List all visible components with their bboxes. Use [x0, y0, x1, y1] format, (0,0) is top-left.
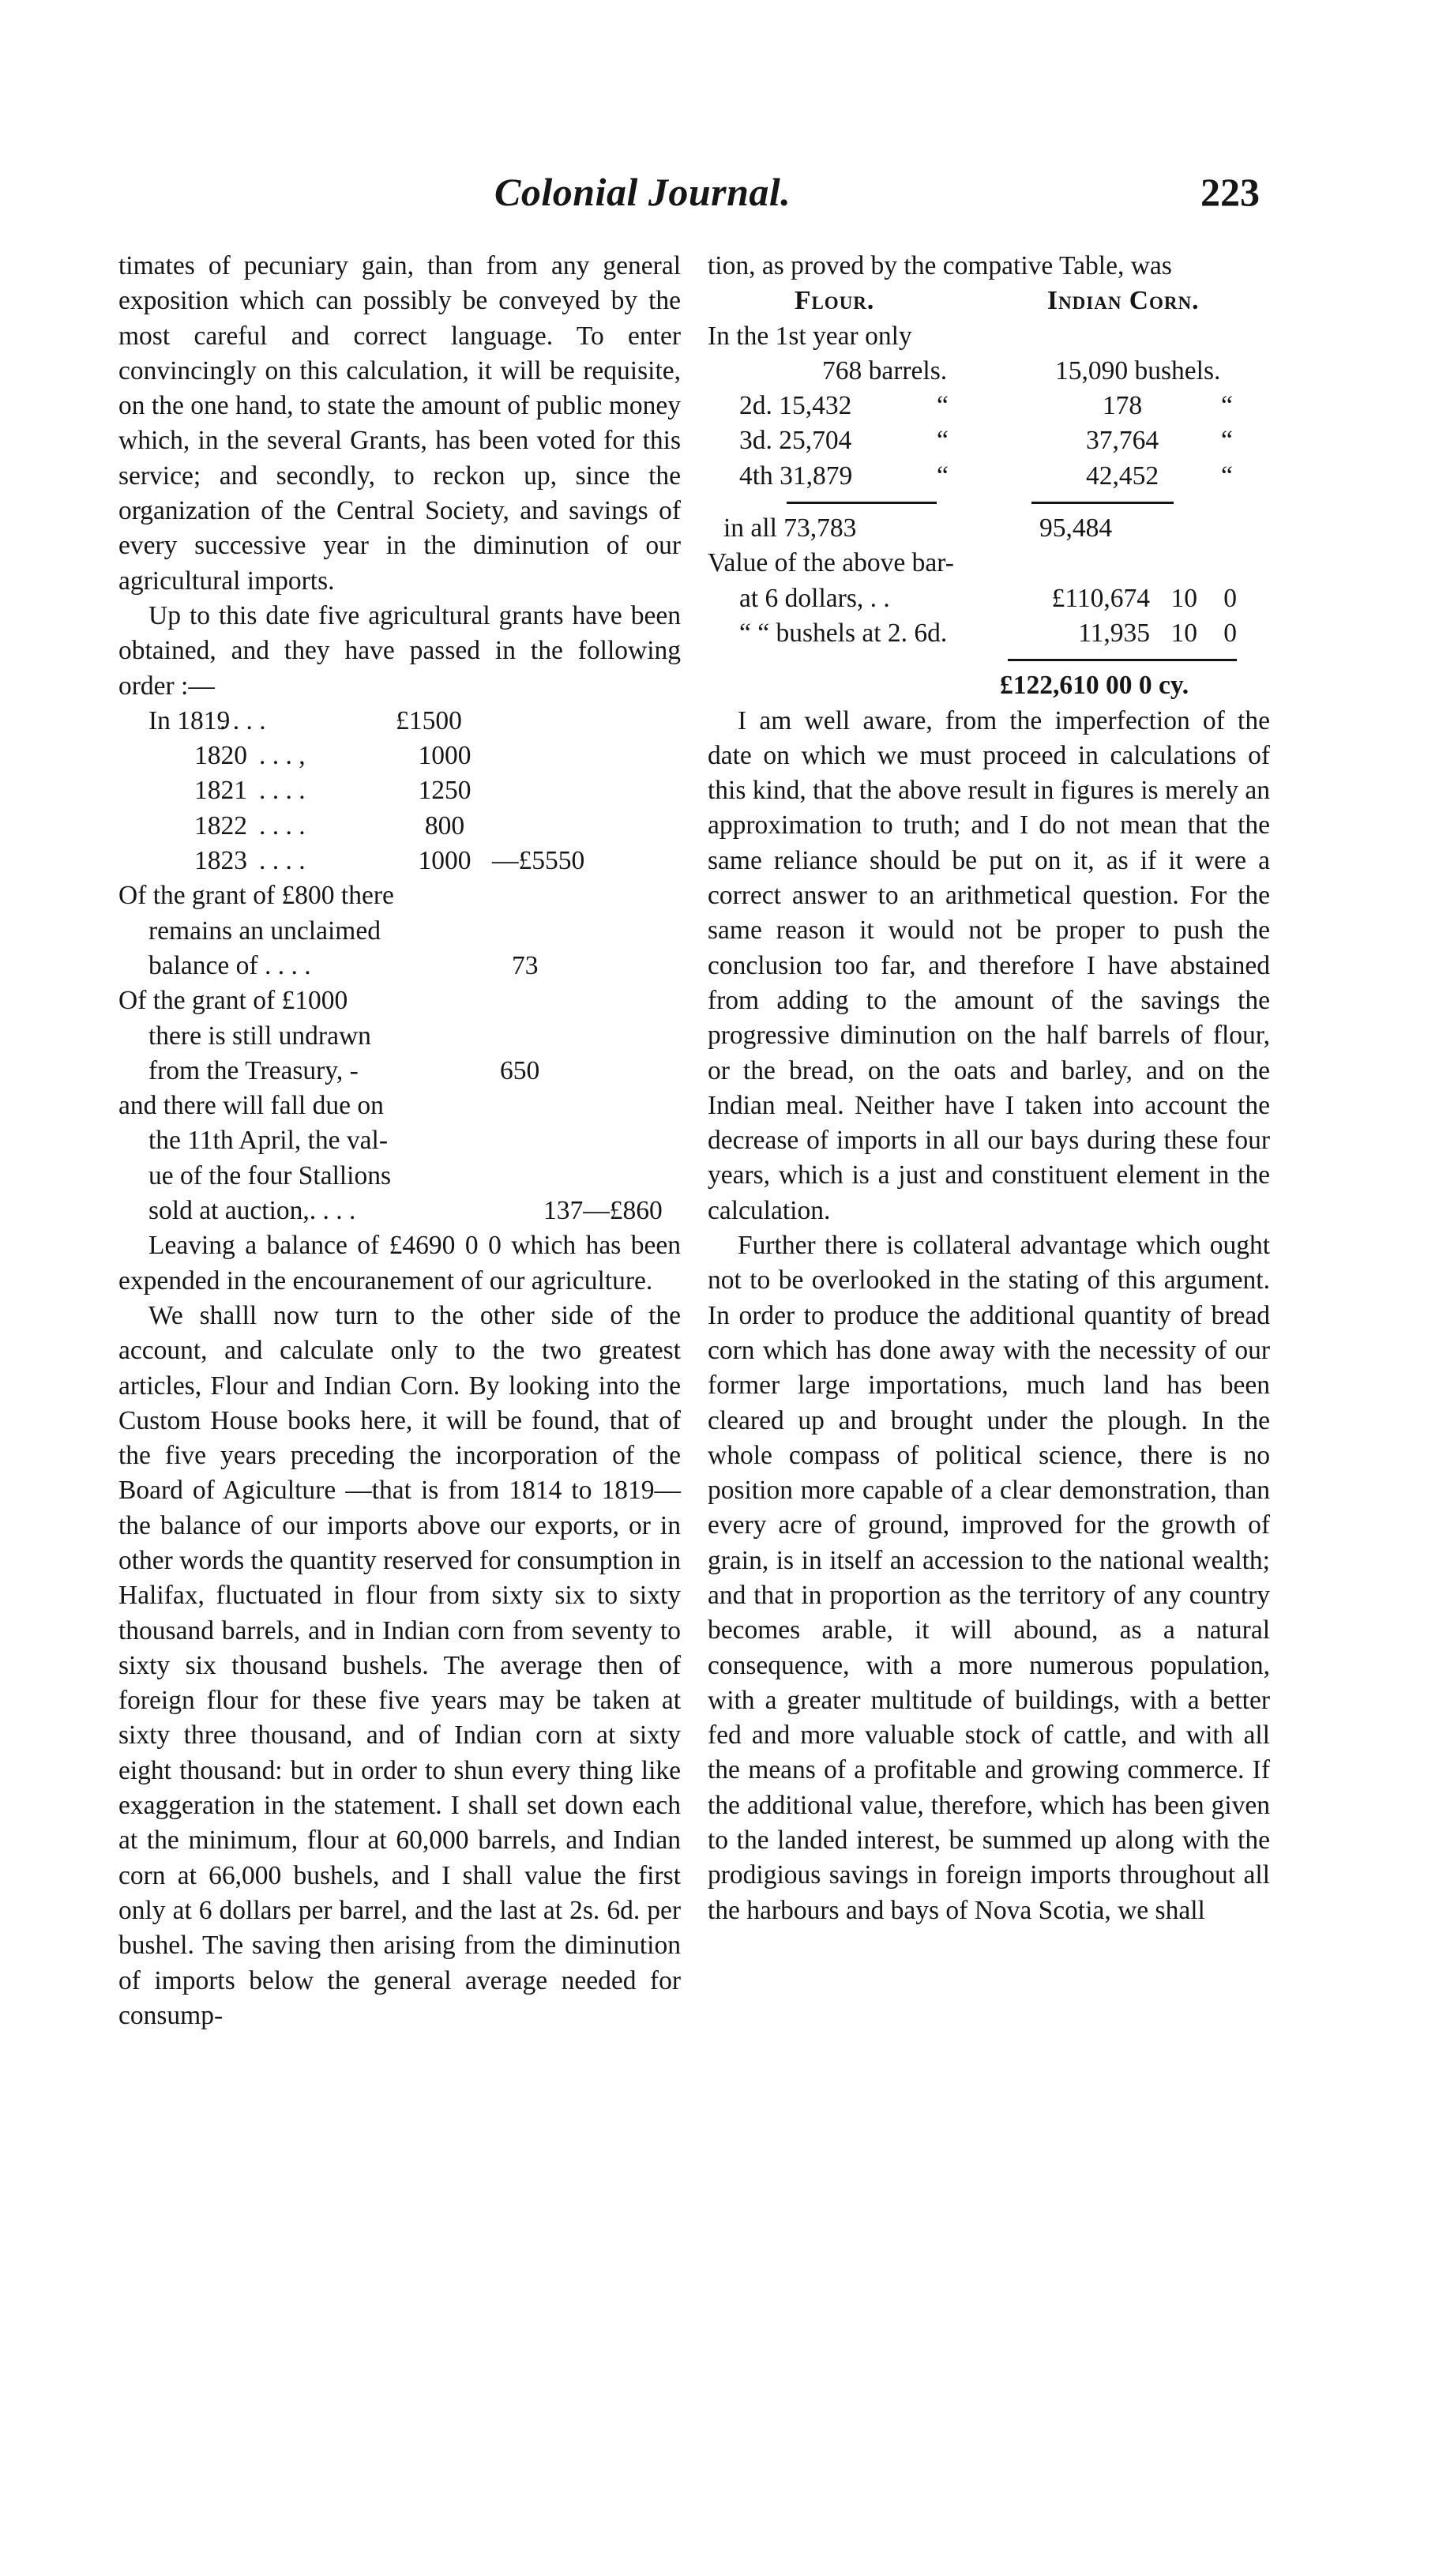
cell-flour: 3d. 25,704: [739, 426, 852, 456]
column-header-flour: Flour.: [795, 286, 875, 316]
grant-dots: . . . ,: [259, 741, 306, 771]
paragraph: We shalll now turn to the other side of the account, and calculate only to the two greatest articles, Flour and Indian Corn. By looking into the Custom House books here, it will be found, that of the five years preceding the incorporation of the Board of Agiculture —that is from 1814 to 1819—the balance of our imports above our exports, or in other words the quantity reserved for consumption in Halifax, fluctuated in flour from sixty six to sixty thousand barrels, and in Indian corn from seventy to sixty six thousand bushels. The average then of foreign flour for these five years may be taken at sixty three thousand, and of Indian corn at sixty eight thousand: but in order to shun every thing like exaggeration in the statement. I shall set down each at the minimum, flour at 60,000 barrels, and Indian corn at 66,000 bushels, and I shall value the first only at 6 dollars per barrel, and the last at 2s. 6d. per bushel. The saving then arising from the diminution of imports below the general average needed for consump-: [118, 1300, 681, 2030]
undrawn-entry: [118, 983, 681, 1089]
grant-dots: . . . .: [259, 810, 306, 840]
unclaimed-entry: [118, 878, 681, 983]
value-shillings: 10: [1170, 618, 1197, 648]
table-row-label: In the 1st year only: [708, 321, 912, 351]
grant-amount: £1500: [396, 705, 462, 735]
column-header-corn: Indian Corn.: [1047, 286, 1200, 316]
entry-line: balance of . . . .: [148, 950, 311, 980]
grant-amount: 1000: [418, 846, 472, 876]
value-row: [708, 581, 1270, 616]
cell-ditto: “: [1221, 426, 1233, 456]
grant-row: [118, 809, 681, 844]
value-amount: 11,935: [1078, 618, 1150, 648]
cell-ditto: “: [937, 461, 949, 491]
sum-rule: [1031, 502, 1174, 504]
value-row: [708, 616, 1270, 651]
cell-corn: 42,452: [1085, 461, 1159, 491]
sum-rules: [708, 651, 1270, 668]
grant-amount: 800: [424, 810, 465, 840]
paragraph: tion, as proved by the compative Table, was: [708, 251, 1172, 280]
cell-flour: 2d. 15,432: [739, 391, 852, 421]
paragraph: Leaving a balance of £4690 0 0 which has been expended in the encouranement of our agriculture.: [118, 1231, 681, 1296]
entry-line: ue of the four Stallions: [148, 1160, 392, 1190]
page-number: 223: [1200, 170, 1260, 214]
grant-row: [118, 704, 681, 739]
grant-dots: . . . .: [220, 705, 266, 735]
entry-amount: 137—£860: [543, 1196, 663, 1226]
entry-line: from the Treasury, -: [148, 1055, 359, 1085]
grant-dots: . . . .: [259, 776, 306, 806]
grant-row: [118, 739, 681, 773]
running-title: Colonial Journal.: [494, 170, 791, 214]
entry-line: sold at auction,. . . .: [148, 1196, 356, 1226]
sum-rule: [1008, 659, 1237, 661]
cell-corn: 37,764: [1085, 426, 1159, 456]
left-column: [118, 249, 681, 2033]
imports-table: [708, 284, 1270, 546]
cell-flour: 4th 31,879: [739, 461, 853, 491]
cell-corn: 15,090 bushels.: [1055, 355, 1221, 385]
value-shillings: 10: [1170, 583, 1197, 613]
value-total: £122,610 00 0 cy.: [1000, 671, 1189, 701]
right-column: [708, 249, 1270, 1928]
total-flour: in all 73,783: [723, 513, 857, 543]
table-total-row: [708, 511, 1270, 546]
value-label: at 6 dollars, . .: [739, 583, 890, 613]
cell-ditto: “: [937, 391, 949, 421]
entry-line: Of the grant of £800 there: [118, 881, 394, 911]
cell-ditto: “: [937, 426, 949, 456]
grant-year: 1821: [194, 776, 247, 806]
grant-row: [118, 773, 681, 808]
table-row: [708, 459, 1270, 494]
sum-rules: [708, 494, 1270, 511]
entry-line: Of the grant of £1000: [118, 986, 348, 1016]
entry-line: the 11th April, the val-: [148, 1126, 388, 1156]
cell-ditto: “: [1221, 391, 1233, 421]
entry-line: there is still undrawn: [148, 1021, 371, 1051]
value-pence: 0: [1223, 583, 1237, 613]
grant-row: [118, 844, 681, 878]
table-row: [708, 423, 1270, 458]
grant-year: 1822: [194, 810, 247, 840]
stallions-entry: [118, 1089, 681, 1228]
value-amount: £110,674: [1051, 583, 1150, 613]
table-row: [708, 389, 1270, 423]
paragraph: Further there is collateral advantage which ought not to be overlooked in the stating of this argument. In order to produce the additional quantity of bread corn which has done away with the necessity of our former large importations, much land has been cleared up and brought under the plough. In the whole compass of political science, there is no position more capable of a clear demonstration, than every acre of ground, improved for the growth of grain, is in itself an accession to the national wealth; and that in proportion as the territory of any country becomes arable, it will abound, as a natural consequence, with a more numerous population, with a greater multitude of buildings, with a better fed and more valuable stock of cattle, and with all the means of a profitable and growing commerce. If the additional value, therefore, which has been given to the landed interest, be summed up along with the prodigious savings in foreign imports throughout all the harbours and bays of Nova Scotia, we shall: [708, 1231, 1270, 1925]
entry-amount: 73: [512, 950, 539, 980]
grants-list: [118, 704, 681, 878]
paragraph: I am well aware, from the imperfection of the date on which we must proceed in calculations of this kind, that the above result in figures is merely an approximation to truth; and I do not mean that the same reliance should be put on it, as if it were a correct answer to an arithmetical question. For the same reason it would not be proper to push the conclusion too far, and therefore I have abstained from adding to the amount of the savings the progressive diminution on the half barrels of flour, or the bread, on the oats and barley, and on the Indian meal. Neither have I taken into account the decrease of imports in all our bays during these four years, which is a just and constituent element in the calculation.: [708, 705, 1270, 1225]
value-title: Value of the above bar-: [708, 548, 954, 578]
entry-line: and there will fall due on: [118, 1091, 384, 1121]
entry-line: remains an unclaimed: [148, 916, 381, 946]
grant-total: —£5550: [492, 846, 585, 876]
entry-amount: 650: [500, 1055, 540, 1085]
grant-amount: 1000: [418, 741, 472, 771]
grant-year: In 1819: [148, 705, 231, 735]
page-header: [0, 169, 1439, 232]
paragraph: Up to this date five agricultural grants have been obtained, and they have passed in the following order :—: [118, 600, 681, 701]
table-header: [708, 284, 1270, 318]
grant-dots: . . . .: [259, 846, 306, 876]
value-table: [708, 546, 1270, 703]
paragraph: timates of pecuniary gain, than from any general exposition which can possibly be conveyed by the most careful and correct language. To enter convincingly on this calculation, it will be requisite, on the one hand, to state the amount of public money which, in the several Grants, has been voted for this service; and secondly, to reckon up, since the organization of the Central Society, and savings of every successive year in the diminution of our agricultural imports.: [118, 251, 681, 596]
cell-corn: 178: [1102, 391, 1143, 421]
sum-rule: [787, 502, 937, 504]
total-corn: 95,484: [1039, 513, 1113, 543]
grant-year: 1823: [194, 846, 247, 876]
table-row: [708, 354, 1270, 389]
cell-flour: 768 barrels.: [822, 355, 948, 385]
grant-amount: 1250: [418, 776, 472, 806]
value-label: “ “ bushels at 2. 6d.: [739, 618, 948, 648]
value-pence: 0: [1223, 618, 1237, 648]
grant-year: 1820: [194, 741, 247, 771]
cell-ditto: “: [1221, 461, 1233, 491]
